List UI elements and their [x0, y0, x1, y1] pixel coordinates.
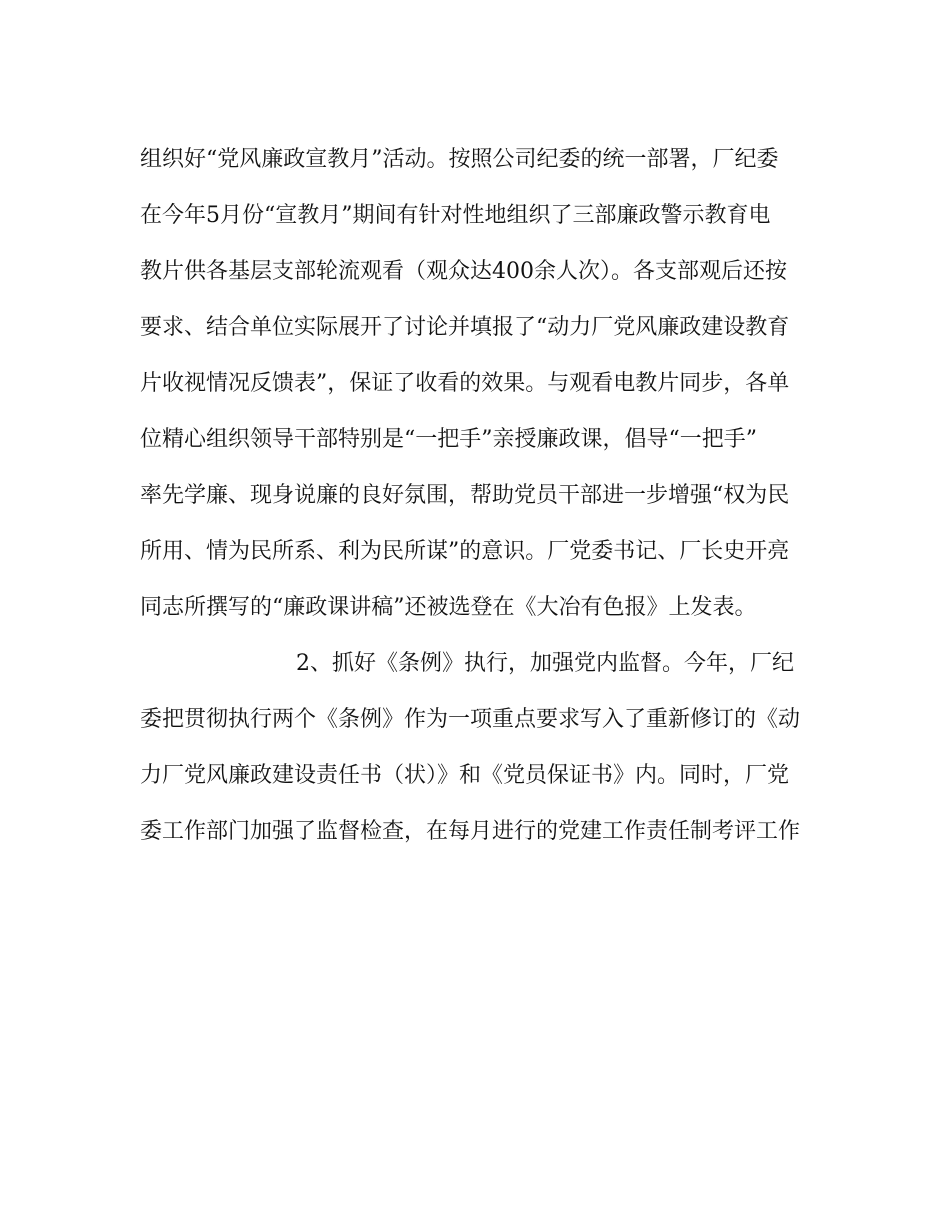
text-line: 片收视情况反馈表”，保证了收看的效果。与观看电教片同步，各单 — [140, 371, 790, 396]
text-line: 委工作部门加强了监督检查，在每月进行的党建工作责任制考评工作 — [140, 819, 800, 844]
text-line: 位精心组织领导干部特别是“一把手”亲授廉政课，倡导“一把手” — [140, 427, 757, 452]
text-line: 率先学廉、现身说廉的良好氛围，帮助党员干部进一步增强“权为民 — [140, 483, 790, 508]
text-line: 所用、情为民所系、利为民所谋”的意识。厂党委书记、厂长史开亮 — [140, 539, 790, 564]
text-line: 组织好“党风廉政宣教月”活动。按照公司纪委的统一部署，厂纪委 — [140, 147, 779, 172]
body-text — [140, 136, 800, 864]
text-line: 委把贯彻执行两个《条例》作为一项重点要求写入了重新修订的《动 — [140, 707, 800, 732]
text-line: 要求、结合单位实际展开了讨论并填报了“动力厂党风廉政建设教育 — [140, 315, 790, 340]
text-line: 教片供各基层支部轮流观看（观众达400余人次）。各支部观后还按 — [140, 259, 787, 284]
text-line: 同志所撰写的“廉政课讲稿”还被选登在《大冶有色报》上发表。 — [140, 595, 757, 620]
section-heading-line: 2、抓好《条例》执行，加强党内监督。今年，厂纪 — [296, 651, 794, 676]
text-line: 在今年5月份“宣教月”期间有针对性地组织了三部廉政警示教育电 — [140, 203, 771, 228]
text-line: 力厂党风廉政建设责任书（状）》和《党员保证书》内。同时，厂党 — [140, 763, 790, 788]
